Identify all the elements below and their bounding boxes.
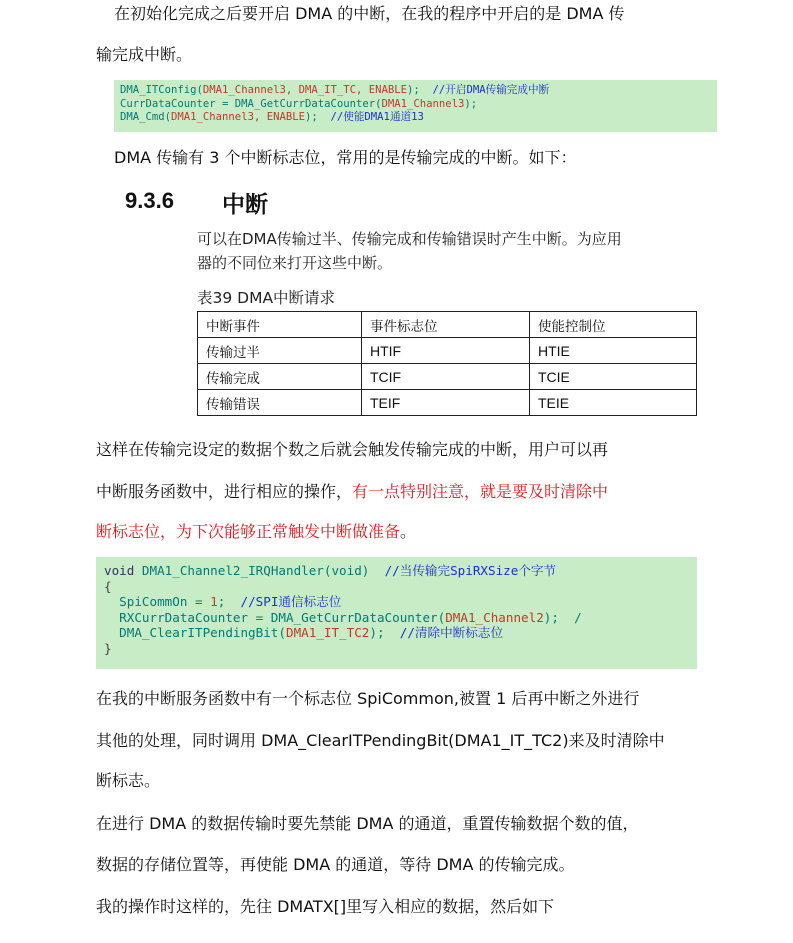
header-cell: 使能控制位: [530, 312, 697, 338]
code-line: RXCurrDataCounter = DMA_GetCurrDataCounter(DMA1_Channel2); /: [104, 609, 582, 625]
interrupt-table: [197, 311, 697, 416]
code-line: CurrDataCounter = DMA_GetCurrDataCounter(DMA1_Channel3);: [120, 97, 478, 110]
section-desc-line-2: 器的不同位来打开这些中断。: [197, 254, 393, 272]
para-3-line-3: 断标志位，为下次能够正常触发中断做准备。: [96, 522, 417, 541]
para-1-line-2: 输完成中断。: [96, 45, 193, 64]
highlight-text: 断标志位，为下次能够正常触发中断做准备: [96, 522, 401, 541]
code-line: DMA_ITConfig(DMA1_Channel3, DMA_IT_TC, ENABLE); //开启DMA传输完成中断: [120, 84, 550, 96]
para-6: 我的操作时这样的，先往 DMATX[]里写入相应的数据，然后如下: [96, 897, 555, 916]
code-line: DMA_Cmd(DMA1_Channel3, ENABLE); //使能DMA1通道13: [120, 111, 424, 124]
code-block-irq-handler: [96, 557, 697, 669]
table-cell: HTIF: [362, 338, 530, 364]
para-4-line-1: 在我的中断服务函数中有一个标志位 SpiCommon,被置 1 后再中断之外进行: [96, 689, 640, 708]
section-desc-line-1: 可以在DMA传输过半、传输完成和传输错误时产生中断。为应用: [197, 230, 622, 248]
table-cell: 传输完成: [198, 364, 362, 390]
code-line: }: [104, 640, 112, 656]
table-header-row: [198, 312, 697, 338]
highlight-text: 有一点特别注意，就是要及时清除中: [352, 482, 609, 501]
code-line: SpiCommOn = 1; //SPI通信标志位: [104, 594, 342, 609]
table-row: [198, 390, 697, 416]
table-caption: 表39 DMA中断请求: [197, 289, 336, 307]
table-row: [198, 338, 697, 364]
table-cell: TEIF: [362, 390, 530, 416]
table-cell: TEIE: [530, 390, 697, 416]
table-cell: TCIF: [362, 364, 530, 390]
table-cell: 传输错误: [198, 390, 362, 416]
table-cell: HTIE: [530, 338, 697, 364]
section-number: 9.3.6: [125, 188, 174, 213]
para-5-line-1: 在进行 DMA 的数据传输时要先禁能 DMA 的通道，重置传输数据个数的值，: [96, 814, 639, 833]
code-line: void DMA1_Channel2_IRQHandler(void) //当传输完SpiRXSize个字节: [104, 563, 557, 578]
code-block-init: [114, 80, 717, 132]
para-2: DMA 传输有 3 个中断标志位，常用的是传输完成的中断。如下：: [114, 148, 577, 167]
table-cell: TCIE: [530, 364, 697, 390]
header-cell: 中断事件: [198, 312, 362, 338]
code-line: DMA_ClearITPendingBit(DMA1_IT_TC2); //清除中断标志位: [104, 625, 504, 640]
code-line: {: [104, 578, 112, 594]
para-4-line-3: 断标志。: [96, 771, 161, 790]
table-cell: 传输过半: [198, 338, 362, 364]
para-1-line-1: 在初始化完成之后要开启 DMA 的中断，在我的程序中开启的是 DMA 传: [114, 4, 625, 23]
para-3-line-1: 这样在传输完设定的数据个数之后就会触发传输完成的中断，用户可以再: [96, 440, 609, 459]
section-title: 中断: [222, 192, 268, 218]
para-3-line-2: 中断服务函数中，进行相应的操作，有一点特别注意，就是要及时清除中: [96, 482, 609, 501]
table-row: [198, 364, 697, 390]
para-4-line-2: 其他的处理，同时调用 DMA_ClearITPendingBit(DMA1_IT_TC2)来及时清除中: [96, 731, 665, 750]
header-cell: 事件标志位: [362, 312, 530, 338]
para-5-line-2: 数据的存储位置等，再使能 DMA 的通道，等待 DMA 的传输完成。: [96, 855, 575, 874]
